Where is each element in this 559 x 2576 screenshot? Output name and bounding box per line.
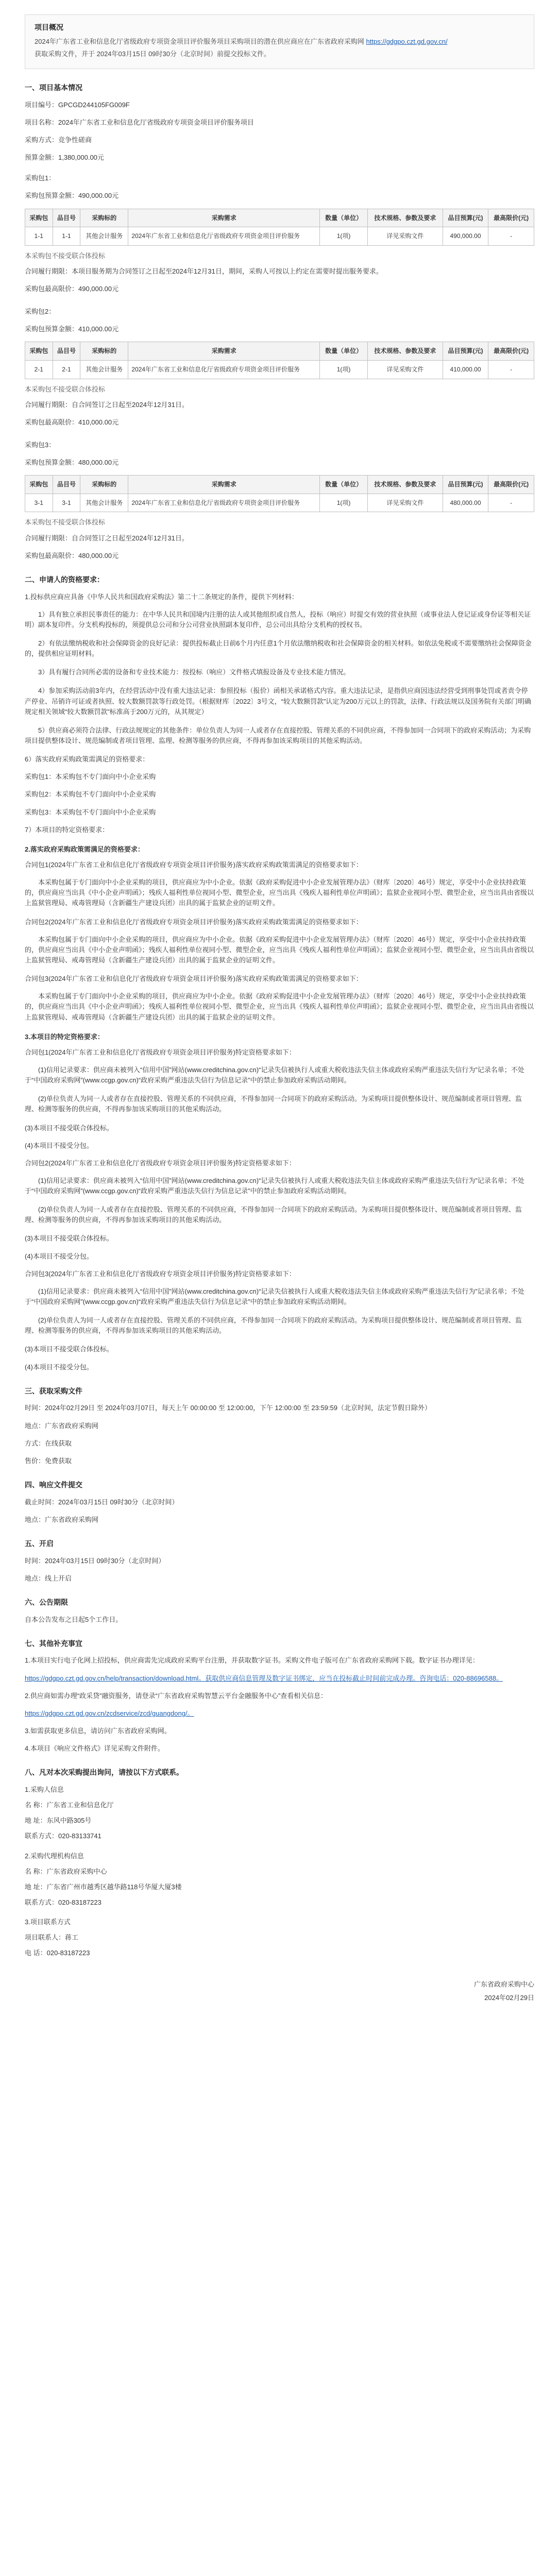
table-header: 数量（单位） (320, 209, 368, 227)
credit-pkg2-text3: (3)本项目不接受联合体投标。 (25, 1234, 113, 1243)
sme-pkg2-title: 合同包2(2024年广东省工业和信息化厅省级政府专项资金项目评价服务)落实政府采购政策需满足的资格要求如下： (25, 918, 363, 926)
package-title: 采购包1： (25, 174, 56, 182)
supplementary-item: 1.本项目实行电子化网上招投标，供应商需先完成政府采购平台注册，并获取数字证书。采购文件电子版可在广东省政府采购网下载。数字证书办理详见： (25, 1656, 479, 1665)
qualification-item: 采购包1：本采购包不专门面向中小企业采购 (25, 773, 156, 781)
table-header: 数量（单位） (320, 342, 368, 361)
qualification-item: 4）参加采购活动前3年内，在经营活动中没有重大违法记录：参照投标（报价）函相关承诺格式内容。重大违法记录，是指供应商因违法经营受到刑事处罚或者责令停产停业、吊销许可证或者执照、较大数额罚款等行政处罚。（根据财库〔2022〕3号文，“较大数额罚款”认定为200万元以上的罚款，法律、行政法规以及国务院有关部门明确规定相关领域“较大数额罚款”标准高于200万元的，从其规定） (25, 687, 531, 716)
credit-pkg3-text3: (3)本项目不接受联合体投标。 (25, 1345, 113, 1353)
section-5-heading: 五、开启 (25, 1539, 54, 1548)
buyer-address: 地 址：东风中路305号 (25, 1817, 92, 1825)
footer (25, 1979, 534, 2003)
credit-pkg2-title: 合同包2(2024年广东省工业和信息化厅省级政府专项资金项目评价服务)特定资格要求如下： (25, 1159, 296, 1167)
project-number: 项目编号：GPCGD244105FG009F (25, 100, 130, 109)
table-row (25, 494, 534, 512)
table-cell-no: 1-1 (53, 227, 80, 246)
project-contact-person: 项目联系人：蒋工 (25, 1934, 79, 1942)
package-term: 合同履行期限：本项目服务期为合同签订之日起至2024年12月31日，期间，采购人可按以上约定在需要时提出服务要求。 (25, 267, 383, 275)
credit-pkg2-text1: (1)信用记录要求：供应商未被列入“信用中国”网站(www.creditchina.gov.cn)“记录失信被执行人或重大税收违法失信主体或政府采购严重违法失信行为”记录名单；不处于“中国政府采购网”(www.ccgp.gov.cn)“政府采购严重违法失信行为信息记录”中的禁止参加政府采购活动期间。 (25, 1176, 524, 1195)
table-row (25, 360, 534, 379)
supplementary-item: 4.本项目《响应文件格式》详见采购文件附件。 (25, 1744, 164, 1753)
gdgpo-link[interactable]: https://gdgpo.czt.gd.gov.cn/ (366, 37, 448, 45)
credit-pkg2-text4: (4)本项目不接受分包。 (25, 1252, 93, 1260)
project-name: 项目名称：2024年广东省工业和信息化厅省级政府专项资金项目评价服务项目 (25, 118, 254, 126)
section-8-heading: 八、凡对本次采购提出询问，请按以下方式联系。 (25, 1768, 183, 1777)
table-cell-name: 2024年广东省工业和信息化厅省级政府专项资金项目评价服务 (128, 360, 320, 379)
table-header: 采购包 (25, 342, 53, 361)
qualification-item: 1.投标供应商应具备《中华人民共和国政府采购法》第二十二条规定的条件，提供下列材料： (25, 592, 298, 601)
table-row (25, 227, 534, 246)
qualification-item: 6）落实政府采购政策需满足的资格要求： (25, 755, 149, 764)
open-place: 地点：线上开启 (25, 1574, 72, 1582)
procurement-method: 采购方式：竞争性磋商 (25, 135, 92, 144)
table-header: 技术规格、参数及要求 (368, 342, 443, 361)
table-header: 采购需求 (128, 209, 320, 227)
table-cell-budget: 410,000.00 (443, 360, 488, 379)
sme-heading: 2.落实政府采购政策需满足的资格要求： (25, 845, 144, 853)
table-header: 采购标的 (80, 209, 128, 227)
package-note: 本采购包不接受联合体投标 (25, 385, 106, 393)
sme-pkg1-title: 合同包1(2024年广东省工业和信息化厅省级政府专项资金项目评价服务)落实政府采购政策需满足的资格要求如下： (25, 860, 363, 869)
section-4-heading: 四、响应文件提交 (25, 1481, 82, 1489)
overview-title: 项目概况 (35, 23, 63, 31)
package-note: 本采购包不接受联合体投标 (25, 518, 106, 527)
table-header: 最高限价(元) (488, 476, 534, 494)
supplementary-link[interactable]: https://gdgpo.czt.gd.gov.cn/zcdservice/zcd/guangdong/。 (25, 1709, 194, 1717)
project-overview-box (25, 14, 534, 69)
package-limit: 采购包最高限价：490,000.00元 (25, 284, 119, 293)
obtain-price: 售价：免费获取 (25, 1456, 72, 1465)
special-qualification-heading: 3.本项目的特定资格要求： (25, 1032, 104, 1041)
project-contact-phone: 电 话：020-83187223 (25, 1949, 90, 1957)
table-cell-qty: 1(项) (320, 227, 368, 246)
supplementary-item: 2.供应商如需办理“政采贷”融资服务，请登录“广东省政府采购智慧云平台金融服务中心”查看相关信息： (25, 1691, 328, 1700)
agency-address: 地 址：广东省广州市越秀区越华路118号华厦大厦3楼 (25, 1883, 182, 1891)
table-header: 品目号 (53, 476, 80, 494)
table-cell-budget: 490,000.00 (443, 227, 488, 246)
package-1 (25, 173, 534, 294)
credit-pkg3-text2: (2)单位负责人为同一人或者存在直接控股、管理关系的不同供应商，不得参加同一合同项下的政府采购活动。为采购项目提供整体设计、规范编制或者项目管理、监理、检测等服务的供应商，不得再参加该采购项目的其他采购活动。 (25, 1316, 522, 1335)
agency-name: 名 称：广东省政府采购中心 (25, 1867, 107, 1875)
table-cell-budget: 480,000.00 (443, 494, 488, 512)
table-header: 采购包 (25, 209, 53, 227)
agency-contact: 联系方式：020-83187223 (25, 1898, 101, 1906)
table-cell-max: - (488, 227, 534, 246)
qualification-item: 采购包2：本采购包不专门面向中小企业采购 (25, 790, 156, 799)
section-7-heading: 七、其他补充事宜 (25, 1639, 82, 1648)
submit-place: 地点：广东省政府采购网 (25, 1515, 99, 1523)
sme-pkg3-title: 合同包3(2024年广东省工业和信息化厅省级政府专项资金项目评价服务)落实政府采购政策需满足的资格要求如下： (25, 975, 363, 983)
table-cell-cat: 其他会计服务 (80, 227, 128, 246)
overview-text: 2024年广东省工业和信息化厅省级政府专项资金项目评价服务项目采购项目的潜在供应商应在广东省政府采购网 https://gdgpo.czt.gd.gov.cn/ (35, 37, 448, 45)
package-title: 采购包2： (25, 308, 56, 316)
agency-info (25, 1851, 534, 1908)
section-6-heading: 六、公告期限 (25, 1598, 68, 1606)
sme-pkg1-text: 本采购包属于专门面向中小企业采购的项目，供应商应为中小企业。依据《政府采购促进中小企业发展管理办法》（财库〔2020〕46号）规定，享受中小企业扶持政策的，供应商应当出具《中小企业声明函》；残疾人福利性单位视同小型、微型企业，应当出具《残疾人福利性单位声明函》；监狱企业视同小型、微型企业，应当出具由省级以上监狱管理局、戒毒管理局（含新疆生产建设兵团）出具的属于监狱企业的证明文件。 (25, 878, 534, 907)
table-cell-cat: 其他会计服务 (80, 360, 128, 379)
package-number-cell: 3-1 (25, 494, 53, 512)
qualification-item: 2）有依法缴纳税收和社会保障资金的良好记录：提供投标截止日前6个月内任意1个月依法缴纳税收和社会保障资金的相关材料。如依法免税或不需要缴纳社会保障资金的，提供相应证明材料。 (25, 639, 532, 658)
table-cell-spec: 详见采购文件 (368, 360, 443, 379)
obtain-method: 方式：在线获取 (25, 1439, 72, 1447)
credit-pkg3-text1: (1)信用记录要求：供应商未被列入“信用中国”网站(www.creditchina.gov.cn)“记录失信被执行人或重大税收违法失信主体或政府采购严重违法失信行为”记录名单；不处于“中国政府采购网”(www.ccgp.gov.cn)“政府采购严重违法失信行为信息记录”中的禁止参加政府采购活动期间。 (25, 1287, 524, 1306)
footer-date: 2024年02月29日 (484, 1993, 534, 2002)
open-time: 时间：2024年03月15日 09时30分（北京时间） (25, 1556, 165, 1565)
table-header: 品目预算(元) (443, 476, 488, 494)
agency-title: 2.采购代理机构信息 (25, 1852, 84, 1860)
table-cell-qty: 1(项) (320, 494, 368, 512)
sme-pkg3-text: 本采购包属于专门面向中小企业采购的项目，供应商应为中小企业。依据《政府采购促进中小企业发展管理办法》（财库〔2020〕46号）规定，享受中小企业扶持政策的，供应商应当出具《中小企业声明函》；残疾人福利性单位视同小型、微型企业，应当出具《残疾人福利性单位声明函》；监狱企业视同小型、微型企业，应当出具由省级以上监狱管理局、戒毒管理局（含新疆生产建设兵团）出具的属于监狱企业的证明文件。 (25, 992, 534, 1021)
project-contact-title: 3.项目联系方式 (25, 1918, 71, 1926)
table-cell-name: 2024年广东省工业和信息化厅省级政府专项资金项目评价服务 (128, 494, 320, 512)
package-number-cell: 2-1 (25, 360, 53, 379)
package-requirement-table (25, 342, 534, 379)
table-header: 采购标的 (80, 476, 128, 494)
table-header: 数量（单位） (320, 476, 368, 494)
overview-text-2: 获取采购文件，并于 2024年03月15日 09时30分（北京时间）前提交投标文件。 (35, 49, 270, 58)
budget-amount: 预算金额：1,380,000.00元 (25, 154, 104, 162)
section-1-heading: 一、项目基本情况 (25, 83, 82, 92)
package-limit: 采购包最高限价：480,000.00元 (25, 551, 119, 560)
table-header: 采购包 (25, 476, 53, 494)
buyer-info (25, 1785, 534, 1842)
table-header: 采购需求 (128, 476, 320, 494)
credit-pkg2-text2: (2)单位负责人为同一人或者存在直接控股、管理关系的不同供应商，不得参加同一合同项下的政府采购活动。为采购项目提供整体设计、规范编制或者项目管理、监理、检测等服务的供应商，不得再参加该采购项目的其他采购活动。 (25, 1206, 522, 1224)
qualification-item: 1）具有独立承担民事责任的能力：在中华人民共和国境内注册的法人或其他组织或自然人，投标（响应）时提交有效的营业执照（或事业法人登记证或身份证等相关证明）副本复印件。分支机构投标的，须提供总公司和分公司营业执照副本复印件，总公司出具给分支机构的授权书。 (25, 610, 531, 629)
buyer-title: 1.采购人信息 (25, 1785, 64, 1793)
obtain-place: 地点：广东省政府采购网 (25, 1421, 99, 1430)
supplementary-link[interactable]: https://gdgpo.czt.gd.gov.cn/help/transaction/download.html。获取供应商信息管理及数字证书绑定，应当在投标截止时间前完成办理。咨询电话：020-88696588。 (25, 1674, 503, 1682)
credit-pkg3-title: 合同包3(2024年广东省工业和信息化厅省级政府专项资金项目评价服务)特定资格要求如下： (25, 1269, 296, 1278)
table-header: 采购标的 (80, 342, 128, 361)
buyer-name: 名 称：广东省工业和信息化厅 (25, 1801, 114, 1809)
project-contact-info (25, 1917, 534, 1958)
table-header: 品目号 (53, 342, 80, 361)
table-header: 采购需求 (128, 342, 320, 361)
package-budget: 采购包预算金额：480,000.00元 (25, 459, 119, 467)
table-cell-name: 2024年广东省工业和信息化厅省级政府专项资金项目评价服务 (128, 227, 320, 246)
table-header: 技术规格、参数及要求 (368, 209, 443, 227)
table-cell-qty: 1(项) (320, 360, 368, 379)
table-header: 品目预算(元) (443, 209, 488, 227)
table-header: 最高限价(元) (488, 342, 534, 361)
supplementary-list (25, 1655, 534, 1754)
package-3 (25, 440, 534, 561)
table-header: 最高限价(元) (488, 209, 534, 227)
package-limit: 采购包最高限价：410,000.00元 (25, 418, 119, 426)
package-requirement-table (25, 475, 534, 512)
buyer-contact: 联系方式：020-83133741 (25, 1832, 101, 1840)
qualification-list (25, 592, 534, 835)
credit-pkg1-text3: (3)本项目不接受联合体投标。 (25, 1124, 113, 1132)
package-term: 合同履行期限：自合同签订之日起至2024年12月31日。 (25, 534, 189, 542)
table-cell-cat: 其他会计服务 (80, 494, 128, 512)
table-cell-max: - (488, 494, 534, 512)
package-requirement-table (25, 209, 534, 246)
credit-pkg1-text4: (4)本项目不接受分包。 (25, 1141, 93, 1149)
supplementary-item: 3.如需获取更多信息，请访问广东省政府采购网。 (25, 1727, 171, 1735)
table-cell-no: 3-1 (53, 494, 80, 512)
obtain-time: 时间：2024年02月29日 至 2024年03月07日，每天上午 00:00:00 至 12:00:00，下午 12:00:00 至 23:59:59（北京时间，法定节假日除外） (25, 1404, 431, 1412)
sme-pkg2-text: 本采购包属于专门面向中小企业采购的项目，供应商应为中小企业。依据《政府采购促进中小企业发展管理办法》（财库〔2020〕46号）规定，享受中小企业扶持政策的，供应商应当出具《中小企业声明函》；残疾人福利性单位视同小型、微型企业，应当出具《残疾人福利性单位声明函》；监狱企业视同小型、微型企业，应当出具由省级以上监狱管理局、戒毒管理局（含新疆生产建设兵团）出具的属于监狱企业的证明文件。 (25, 935, 534, 964)
qualification-item: 7）本项目的特定资格要求： (25, 825, 109, 834)
qualification-item: 5）供应商必须符合法律、行政法规规定的其他条件：单位负责人为同一人或者存在直接控股、管理关系的不同供应商，不得参加同一合同项下的政府采购活动；为采购项目提供整体设计、规范编制或者项目管理、监理、检测等服务的供应商，不得再参加该采购项目的其他采购活动。 (25, 726, 531, 744)
table-cell-spec: 详见采购文件 (368, 227, 443, 246)
footer-org: 广东省政府采购中心 (473, 1980, 534, 1988)
qualification-item: 采购包3：本采购包不专门面向中小企业采购 (25, 808, 156, 816)
package-budget: 采购包预算金额：490,000.00元 (25, 192, 119, 200)
credit-pkg1-text1: (1)信用记录要求：供应商未被列入“信用中国”网站(www.creditchina.gov.cn)“记录失信被执行人或重大税收违法失信主体或政府采购严重违法失信行为”记录名单；不处于“中国政府采购网”(www.ccgp.gov.cn)“政府采购严重违法失信行为信息记录”中的禁止参加政府采购活动期间。 (25, 1065, 524, 1084)
package-number-cell: 1-1 (25, 227, 53, 246)
package-title: 采购包3： (25, 441, 56, 449)
package-2 (25, 307, 534, 428)
credit-pkg1-title: 合同包1(2024年广东省工业和信息化厅省级政府专项资金项目评价服务)特定资格要求如下： (25, 1048, 296, 1056)
table-cell-no: 2-1 (53, 360, 80, 379)
table-header: 品目号 (53, 209, 80, 227)
submit-deadline: 截止时间：2024年03月15日 09时30分（北京时间） (25, 1498, 179, 1506)
qualification-item: 3）具有履行合同所必需的设备和专业技术能力：按投标（响应）文件格式填报设备及专业技术能力情况。 (38, 668, 350, 676)
table-cell-spec: 详见采购文件 (368, 494, 443, 512)
credit-pkg3-text4: (4)本项目不接受分包。 (25, 1363, 93, 1371)
table-header: 品目预算(元) (443, 342, 488, 361)
table-header: 技术规格、参数及要求 (368, 476, 443, 494)
table-cell-max: - (488, 360, 534, 379)
credit-pkg1-text2: (2)单位负责人为同一人或者存在直接控股、管理关系的不同供应商，不得参加同一合同项下的政府采购活动。为采购项目提供整体设计、规范编制或者项目管理、监理、检测等服务的供应商，不得再参加该采购项目的其他采购活动。 (25, 1095, 522, 1113)
package-term: 合同履行期限：自合同签订之日起至2024年12月31日。 (25, 400, 189, 409)
packages-container (25, 173, 534, 561)
package-budget: 采购包预算金额：410,000.00元 (25, 325, 119, 333)
section-2-heading: 二、申请人的资格要求： (25, 575, 104, 584)
section-3-heading: 三、获取采购文件 (25, 1386, 82, 1395)
notice-period: 自本公告发布之日起5个工作日。 (25, 1615, 123, 1623)
package-note: 本采购包不接受联合体投标 (25, 251, 106, 260)
